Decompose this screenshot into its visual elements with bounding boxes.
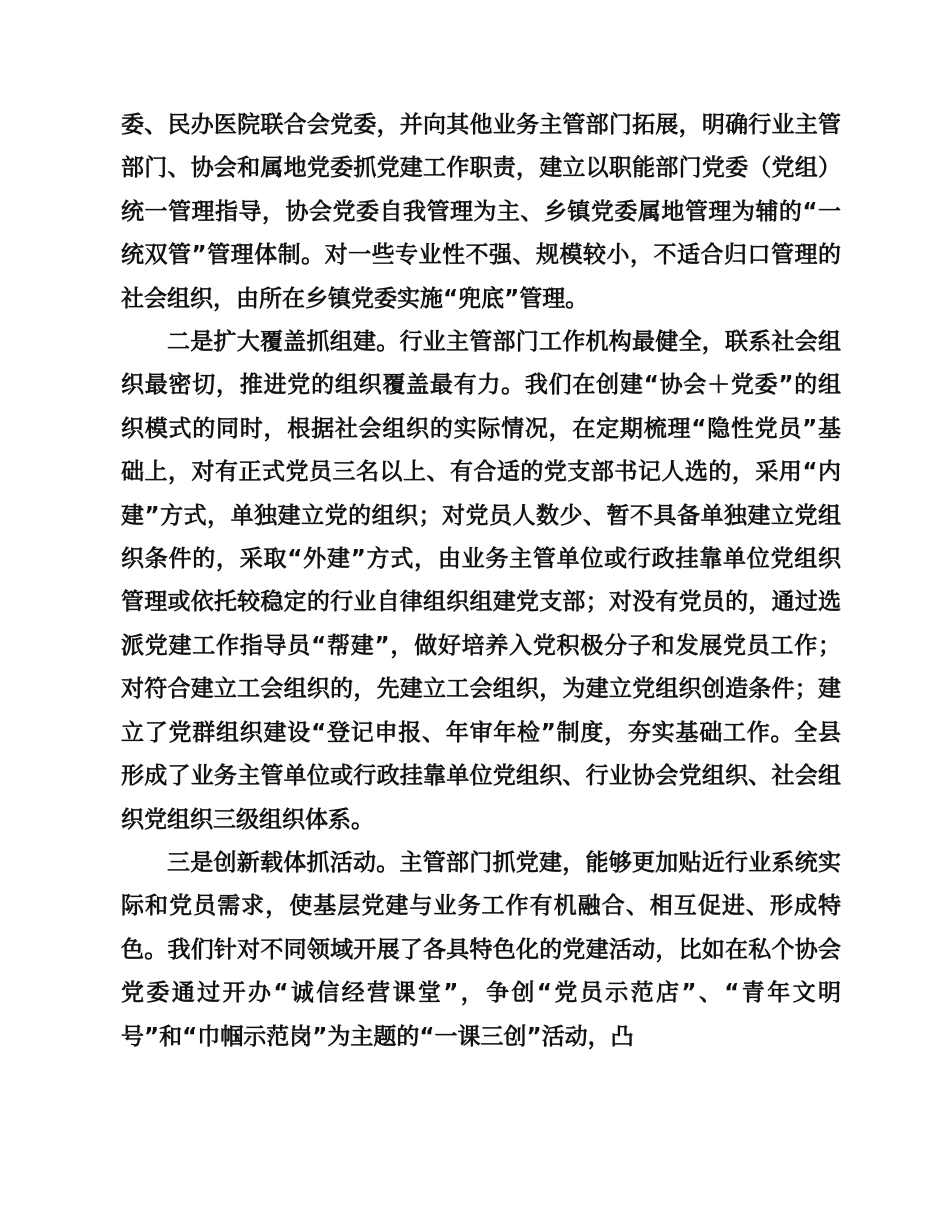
body-text <box>121 104 841 1059</box>
paragraph-expand-coverage: 二是扩大覆盖抓组建。行业主管部门工作机构最健全，联系社会组织最密切，推进党的组织覆盖最有力。我们在创建“协会＋党委”的组织模式的同时，根据社会组织的实际情况，在定期梳理“隐性党员”基础上，对有正式党员三名以上、有合适的党支部书记人选的，采用“内建”方式，单独建立党的组织；对党员人数少、暂不具备单独建立党组织条件的，采取“外建”方式，由业务主管单位或行政挂靠单位党组织管理或依托较稳定的行业自律组织组建党支部；对没有党员的，通过选派党建工作指导员“帮建”，做好培养入党积极分子和发展党员工作；对符合建立工会组织的，先建立工会组织，为建立党组织创造条件；建立了党群组织建设“登记申报、年审年检”制度，夯实基础工作。全县形成了业务主管单位或行政挂靠单位党组织、行业协会党组织、社会组织党组织三级组织体系。 <box>121 329 841 833</box>
paragraph-continuation: 委、民办医院联合会党委，并向其他业务主管部门拓展，明确行业主管部门、协会和属地党委抓党建工作职责，建立以职能部门党委（党组）统一管理指导，协会党委自我管理为主、乡镇党委属地管理为辅的“一统双管”管理体制。对一些专业性不强、规模较小，不适合归口管理的社会组织，由所在乡镇党委实施“兜底”管理。 <box>121 112 841 312</box>
paragraph-innovate-activities: 三是创新载体抓活动。主管部门抓党建，能够更加贴近行业系统实际和党员需求，使基层党建与业务工作有机融合、相互促进、形成特色。我们针对不同领域开展了各具特色化的党建活动，比如在私个协会党委通过开办“诚信经营课堂”，争创“党员示范店”、“青年文明号”和“巾帼示范岗”为主题的“一课三创”活动，凸 <box>121 849 841 1050</box>
